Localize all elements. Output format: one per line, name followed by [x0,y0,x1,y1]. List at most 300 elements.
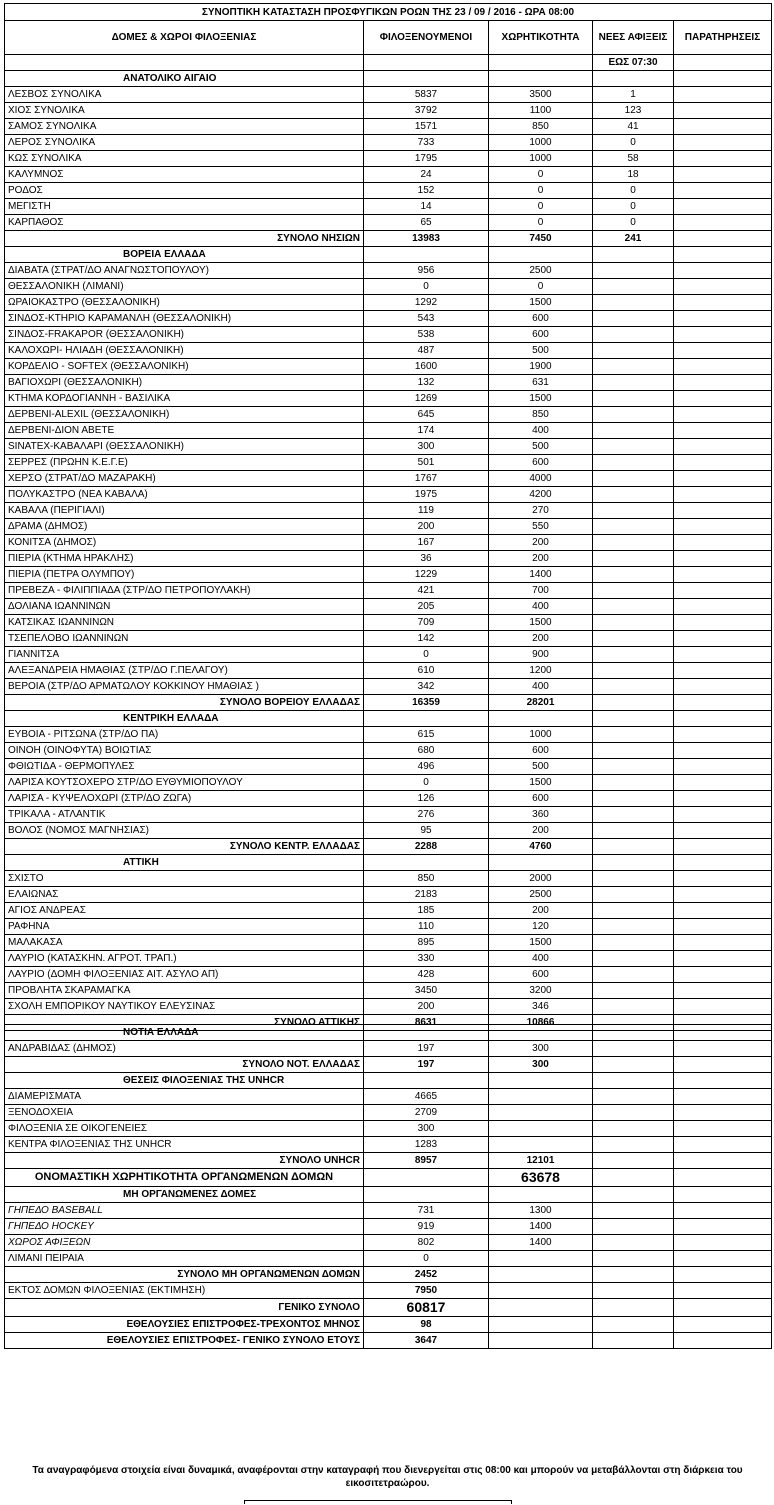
notes-cell [674,743,772,759]
capacity-value [489,1105,593,1121]
structure-name: ΠΙΕΡΙΑ (ΠΕΤΡΑ ΟΛΥΜΠΟΥ) [5,567,364,583]
hosted-value: 3792 [364,103,489,119]
voluntary-returns-value: 3647 [364,1333,489,1349]
structure-name: ΚΑΛΥΜΝΟΣ [5,167,364,183]
empty-cell [364,71,489,87]
capacity-value: 400 [489,951,593,967]
arrivals-value [593,1041,674,1057]
hosted-value: 1795 [364,151,489,167]
empty-cell [489,1025,593,1041]
table-row [5,471,772,487]
structure-name: ΣΑΜΟΣ ΣΥΝΟΛΙΚΑ [5,119,364,135]
arrivals-value: 0 [593,183,674,199]
hosted-value: 733 [364,135,489,151]
arrivals-value [593,1203,674,1219]
arrivals-value [593,647,674,663]
arrivals-value [593,439,674,455]
arrivals-value [593,583,674,599]
notes-cell [674,951,772,967]
hosted-value: 197 [364,1041,489,1057]
voluntary-returns-label: ΕΘΕΛΟΥΣΙΕΣ ΕΠΙΣΤΡΟΦΕΣ-ΤΡΕΧΟΝΤΟΣ ΜΗΝΟΣ [5,1317,364,1333]
hosted-value: 1600 [364,359,489,375]
structure-name: ΛΑΥΡΙΟ (ΔΟΜΗ ΦΙΛΟΞΕΝΙΑΣ ΑΙΤ. ΑΣΥΛΟ ΑΠ) [5,967,364,983]
table-row [5,983,772,999]
total-arrivals [593,839,674,855]
empty-cell [593,1169,674,1187]
nominal-capacity-label: ΟΝΟΜΑΣΤΙΚΗ ΧΩΡΗΤΙΚΟΤΗΤΑ ΟΡΓΑΝΩΜΕΝΩΝ ΔΟΜΩΝ [5,1169,364,1187]
table-row [5,647,772,663]
arrivals-value [593,935,674,951]
structure-name: ΣΙΝΔΟΣ-FRAKAPOR (ΘΕΣΣΑΛΟΝΙΚΗ) [5,327,364,343]
grand-total-value: 60817 [364,1299,489,1317]
table-row [5,119,772,135]
total-arrivals [593,1267,674,1283]
table-row [5,807,772,823]
capacity-value: 1000 [489,151,593,167]
table-row [5,87,772,103]
empty-cell [364,1073,489,1089]
structure-name: ΓΗΠΕΔΟ HOCKEY [5,1219,364,1235]
notes-cell [674,487,772,503]
capacity-value [489,1251,593,1267]
table-row [5,279,772,295]
notes-cell [674,807,772,823]
arrivals-value [593,599,674,615]
total-label: ΣΥΝΟΛΟ ΑΤΤΙΚΗΣ [5,1015,364,1031]
capacity-value: 200 [489,823,593,839]
report-title: ΣΥΝΟΠΤΙΚΗ ΚΑΤΑΣΤΑΣΗ ΠΡΟΣΦΥΓΙΚΩΝ ΡΟΩΝ ΤΗΣ 23 / 09 / 2016 - ΩΡΑ 08:00 [5,4,772,21]
capacity-value: 200 [489,551,593,567]
total-arrivals [593,1057,674,1073]
arrivals-value [593,807,674,823]
empty-cell [489,1187,593,1203]
hosted-value: 200 [364,519,489,535]
structure-name: ΠΡΟΒΛΗΤΑ ΣΚΑΡΑΜΑΓΚΑ [5,983,364,999]
hosted-value: 709 [364,615,489,631]
notes-cell [674,599,772,615]
hosted-value: 24 [364,167,489,183]
hosted-value: 200 [364,999,489,1015]
notes-cell [674,183,772,199]
hosted-value: 538 [364,327,489,343]
capacity-value: 1400 [489,1235,593,1251]
table-row [5,759,772,775]
arrivals-value [593,455,674,471]
structure-name: ΑΝΔΡΑΒΙΔΑΣ (ΔΗΜΟΣ) [5,1041,364,1057]
structure-name: ΚΟΡΔΕΛΙΟ - SOFTEX (ΘΕΣΣΑΛΟΝΙΚΗ) [5,359,364,375]
structure-name: ΡΑΦΗΝΑ [5,919,364,935]
structure-name: ΛΑΡΙΣΑ - ΚΥΨΕΛΟΧΩΡΙ (ΣΤΡ/ΔΟ ΖΩΓΑ) [5,791,364,807]
structure-name: SINATEX-ΚΑΒΑΛΑΡΙ (ΘΕΣΣΑΛΟΝΙΚΗ) [5,439,364,455]
empty-cell [674,1187,772,1203]
header-capacity: ΧΩΡΗΤΙΚΟΤΗΤΑ [489,21,593,55]
structure-name: ΔΕΡΒΕΝΙ-ΔΙΟΝ ΑΒΕΤΕ [5,423,364,439]
table-row [5,519,772,535]
arrivals-value [593,407,674,423]
table-row [5,1203,772,1219]
empty-cell [489,1073,593,1089]
section-title: ΚΕΝΤΡΙΚΗ ΕΛΛΑΔΑ [5,711,364,727]
structure-name: ΜΕΓΙΣΤΗ [5,199,364,215]
total-arrivals: 241 [593,231,674,247]
notes-cell [674,199,772,215]
arrivals-value [593,663,674,679]
structure-name: ΛΕΣΒΟΣ ΣΥΝΟΛΙΚΑ [5,87,364,103]
total-row [5,1153,772,1169]
arrivals-value [593,999,674,1015]
capacity-value [489,1137,593,1153]
total-row [5,839,772,855]
structure-name: ΑΛΕΞΑΝΔΡΕΙΑ ΗΜΑΘΙΑΣ (ΣΤΡ/ΔΟ Γ.ΠΕΛΑΓΟΥ) [5,663,364,679]
notes-cell [674,519,772,535]
empty-cell [593,1187,674,1203]
notes-cell [674,343,772,359]
hosted-value: 300 [364,439,489,455]
notes-cell [674,1283,772,1299]
structure-name: ΣΙΝΔΟΣ-ΚΤΗΡΙΟ ΚΑΡΑΜΑΝΛΗ (ΘΕΣΣΑΛΟΝΙΚΗ) [5,311,364,327]
capacity-value: 2500 [489,263,593,279]
arrivals-value [593,679,674,695]
hosted-value: 174 [364,423,489,439]
empty-cell [593,1317,674,1333]
section-header-row [5,711,772,727]
hosted-value: 496 [364,759,489,775]
hosted-value: 132 [364,375,489,391]
hosted-value: 185 [364,903,489,919]
structure-name: ΛΕΡΟΣ ΣΥΝΟΛΙΚΑ [5,135,364,151]
hosted-value: 14 [364,199,489,215]
notes-cell [674,967,772,983]
arrivals-value: 0 [593,135,674,151]
capacity-value: 400 [489,423,593,439]
table-row [5,1105,772,1121]
notes-cell [674,87,772,103]
structure-name: ΔΕΡΒΕΝΙ-ALEXIL (ΘΕΣΣΑΛΟΝΙΚΗ) [5,407,364,423]
notes-cell [674,263,772,279]
structure-name: ΓΙΑΝΝΙΤΣΑ [5,647,364,663]
arrivals-value [593,615,674,631]
notes-cell [674,375,772,391]
arrivals-value [593,263,674,279]
total-row [5,695,772,711]
nominal-capacity-value: 63678 [489,1169,593,1187]
arrivals-value [593,503,674,519]
table-row [5,1137,772,1153]
empty-cell [489,711,593,727]
hosted-value: 1283 [364,1137,489,1153]
capacity-value: 500 [489,759,593,775]
grand-total-row [5,1299,772,1317]
section-header-row [5,71,772,87]
capacity-value: 600 [489,791,593,807]
hosted-value: 1767 [364,471,489,487]
section-title: ΝΟΤΙΑ ΕΛΛΑΔΑ [5,1025,364,1041]
arrivals-value [593,1089,674,1105]
notes-cell [674,135,772,151]
structure-name: ΚΑΒΑΛΑ (ΠΕΡΙΓΙΑΛΙ) [5,503,364,519]
structure-name: ΚΑΤΣΙΚΑΣ ΙΩΑΝΝΙΝΩΝ [5,615,364,631]
secondary-table [4,1024,772,1349]
notes-cell [674,567,772,583]
capacity-value: 400 [489,679,593,695]
hosted-value: 5837 [364,87,489,103]
structure-name: ΔΙΑΜΕΡΙΣΜΑΤΑ [5,1089,364,1105]
header-hosted: ΦΙΛΟΞΕΝΟΥΜΕΝΟΙ [364,21,489,55]
structure-name: ΡΟΔΟΣ [5,183,364,199]
arrivals-value [593,567,674,583]
capacity-value: 4000 [489,471,593,487]
section-header-row [5,1187,772,1203]
arrivals-value [593,1137,674,1153]
structure-name: ΚΩΣ ΣΥΝΟΛΙΚΑ [5,151,364,167]
notes-cell [674,471,772,487]
arrivals-value [593,1219,674,1235]
arrivals-value [593,375,674,391]
arrivals-value [593,279,674,295]
empty-cell [674,71,772,87]
total-hosted: 16359 [364,695,489,711]
empty-cell [364,1187,489,1203]
hosted-value: 1571 [364,119,489,135]
empty-cell [593,711,674,727]
capacity-value: 200 [489,535,593,551]
notes-cell [674,935,772,951]
hosted-value: 3450 [364,983,489,999]
table-row [5,375,772,391]
arrivals-value [593,1121,674,1137]
hosted-value: 487 [364,343,489,359]
structure-name: ΣΕΡΡΕΣ (ΠΡΩΗΝ Κ.Ε.Γ.Ε) [5,455,364,471]
structure-name: ΞΕΝΟΔΟΧΕΙΑ [5,1105,364,1121]
hosted-value: 802 [364,1235,489,1251]
total-label: ΣΥΝΟΛΟ ΚΕΝΤΡ. ΕΛΛΑΔΑΣ [5,839,364,855]
hosted-value: 680 [364,743,489,759]
arrivals-value [593,423,674,439]
table-row [5,295,772,311]
arrivals-value [593,519,674,535]
header-until-time: ΕΩΣ 07:30 [593,55,674,71]
arrivals-value [593,775,674,791]
hosted-value: 126 [364,791,489,807]
notes-cell [674,1089,772,1105]
hosted-value: 501 [364,455,489,471]
section-header-row [5,855,772,871]
table-row [5,263,772,279]
total-hosted: 2288 [364,839,489,855]
structure-name: ΜΑΛΑΚΑΣΑ [5,935,364,951]
arrivals-value [593,295,674,311]
arrivals-value [593,743,674,759]
structure-name: ΩΡΑΙΟΚΑΣΤΡΟ (ΘΕΣΣΑΛΟΝΙΚΗ) [5,295,364,311]
total-arrivals [593,695,674,711]
header-blank-cell [489,55,593,71]
table-row [5,903,772,919]
notes-cell [674,167,772,183]
notes-cell [674,823,772,839]
capacity-value: 200 [489,903,593,919]
empty-cell [674,1073,772,1089]
hosted-value: 142 [364,631,489,647]
hosted-value: 428 [364,967,489,983]
notes-cell [674,1105,772,1121]
capacity-value: 4200 [489,487,593,503]
hosted-value: 65 [364,215,489,231]
empty-cell [364,1025,489,1041]
notes-cell [674,1219,772,1235]
hosted-value: 110 [364,919,489,935]
capacity-value: 1300 [489,1203,593,1219]
hosted-value: 421 [364,583,489,599]
notes-cell [674,1169,772,1187]
notes-cell [674,1333,772,1349]
table-row [5,183,772,199]
capacity-value: 1000 [489,727,593,743]
table-row [5,663,772,679]
table-row [5,935,772,951]
header-blank-cell [364,55,489,71]
capacity-value: 1500 [489,615,593,631]
total-capacity: 4760 [489,839,593,855]
arrivals-value [593,359,674,375]
table-row [5,359,772,375]
structure-name: ΠΟΛΥΚΑΣΤΡΟ (ΝΕΑ ΚΑΒΑΛΑ) [5,487,364,503]
main-table [4,3,772,1031]
structure-name: ΚΑΛΟΧΩΡΙ- ΗΛΙΑΔΗ (ΘΕΣΣΑΛΟΝΙΚΗ) [5,343,364,359]
structure-name: ΓΗΠΕΔΟ BASEBALL [5,1203,364,1219]
table-row [5,1089,772,1105]
notes-cell [674,215,772,231]
notes-cell [674,583,772,599]
capacity-value: 600 [489,455,593,471]
table-row [5,615,772,631]
hosted-value: 1292 [364,295,489,311]
section-title: ΘΕΣΕΙΣ ΦΙΛΟΞΕΝΙΑΣ ΤΗΣ UNHCR [5,1073,364,1089]
total-row [5,231,772,247]
table-row [5,151,772,167]
arrivals-value: 0 [593,215,674,231]
total-capacity: 300 [489,1057,593,1073]
arrivals-value [593,759,674,775]
capacity-value: 1500 [489,391,593,407]
empty-cell [593,247,674,263]
empty-cell [674,1025,772,1041]
notes-cell [674,1137,772,1153]
arrivals-value [593,983,674,999]
capacity-value: 360 [489,807,593,823]
capacity-value: 1100 [489,103,593,119]
table-row [5,775,772,791]
arrivals-value [593,551,674,567]
notes-cell [674,279,772,295]
hosted-value: 850 [364,871,489,887]
arrivals-value [593,887,674,903]
hosted-value: 731 [364,1203,489,1219]
grand-total-label: ΓΕΝΙΚΟ ΣΥΝΟΛΟ [5,1299,364,1317]
capacity-value: 1900 [489,359,593,375]
hosted-value: 167 [364,535,489,551]
capacity-value: 500 [489,343,593,359]
structure-name: ΛΑΡΙΣΑ ΚΟΥΤΣΟΧΕΡΟ ΣΤΡ/ΔΟ ΕΥΘΥΜΙΟΠΟΥΛΟΥ [5,775,364,791]
notes-cell [674,231,772,247]
empty-cell [489,1299,593,1317]
nominal-capacity-row [5,1169,772,1187]
hosted-value: 2709 [364,1105,489,1121]
empty-cell [489,1317,593,1333]
arrivals-value: 0 [593,199,674,215]
total-label: ΣΥΝΟΛΟ UNHCR [5,1153,364,1169]
arrivals-value: 58 [593,151,674,167]
structure-name: ΒΟΛΟΣ (ΝΟΜΟΣ ΜΑΓΝΗΣΙΑΣ) [5,823,364,839]
table-row [5,407,772,423]
empty-cell [593,855,674,871]
notes-cell [674,455,772,471]
notes-cell [674,983,772,999]
notes-cell [674,775,772,791]
total-row [5,1057,772,1073]
structure-name: ΚΑΡΠΑΘΟΣ [5,215,364,231]
table-row [5,1121,772,1137]
hosted-value: 2183 [364,887,489,903]
hosted-value: 276 [364,807,489,823]
voluntary-returns-value: 98 [364,1317,489,1333]
capacity-value: 300 [489,1041,593,1057]
section-title: ΒΟΡΕΙΑ ΕΛΛΑΔΑ [5,247,364,263]
notes-cell [674,1317,772,1333]
table-row [5,343,772,359]
structure-name: ΣΧΙΣΤΟ [5,871,364,887]
structure-name: ΔΟΛΙΑΝΑ ΙΩΑΝΝΙΝΩΝ [5,599,364,615]
hosted-value: 4665 [364,1089,489,1105]
arrivals-value [593,903,674,919]
capacity-value: 400 [489,599,593,615]
notes-cell [674,871,772,887]
notes-cell [674,695,772,711]
notes-cell [674,1153,772,1169]
hosted-value: 0 [364,279,489,295]
hosted-value: 0 [364,1251,489,1267]
capacity-value: 0 [489,167,593,183]
section-title: ΑΝΑΤΟΛΙΚΟ ΑΙΓΑΙΟ [5,71,364,87]
notes-cell [674,615,772,631]
empty-cell [593,1283,674,1299]
hosted-value: 0 [364,647,489,663]
structure-name: ΟΙΝΟΗ (ΟΙΝΟΦΥΤΑ) ΒΟΙΩΤΙΑΣ [5,743,364,759]
notes-cell [674,919,772,935]
capacity-value: 120 [489,919,593,935]
capacity-value: 850 [489,407,593,423]
hosted-value: 645 [364,407,489,423]
notes-cell [674,631,772,647]
structure-name: ΧΩΡΟΣ ΑΦΙΞΕΩΝ [5,1235,364,1251]
table-row [5,535,772,551]
total-arrivals [593,1153,674,1169]
empty-cell [364,247,489,263]
structure-name: ΚΤΗΜΑ ΚΟΡΔΟΓΙΑΝΝΗ - ΒΑΣΙΛΙΚΑ [5,391,364,407]
voluntary-returns-row [5,1333,772,1349]
total-row [5,1267,772,1283]
hosted-value: 919 [364,1219,489,1235]
table-row [5,791,772,807]
section-header-row [5,1073,772,1089]
notes-cell [674,887,772,903]
structure-name: ΛΑΥΡΙΟ (ΚΑΤΑΣΚΗΝ. ΑΓΡΟΤ. ΤΡΑΠ.) [5,951,364,967]
notes-cell [674,439,772,455]
notes-cell [674,327,772,343]
notes-cell [674,1299,772,1317]
capacity-value: 0 [489,279,593,295]
table-row [5,503,772,519]
table-row [5,439,772,455]
